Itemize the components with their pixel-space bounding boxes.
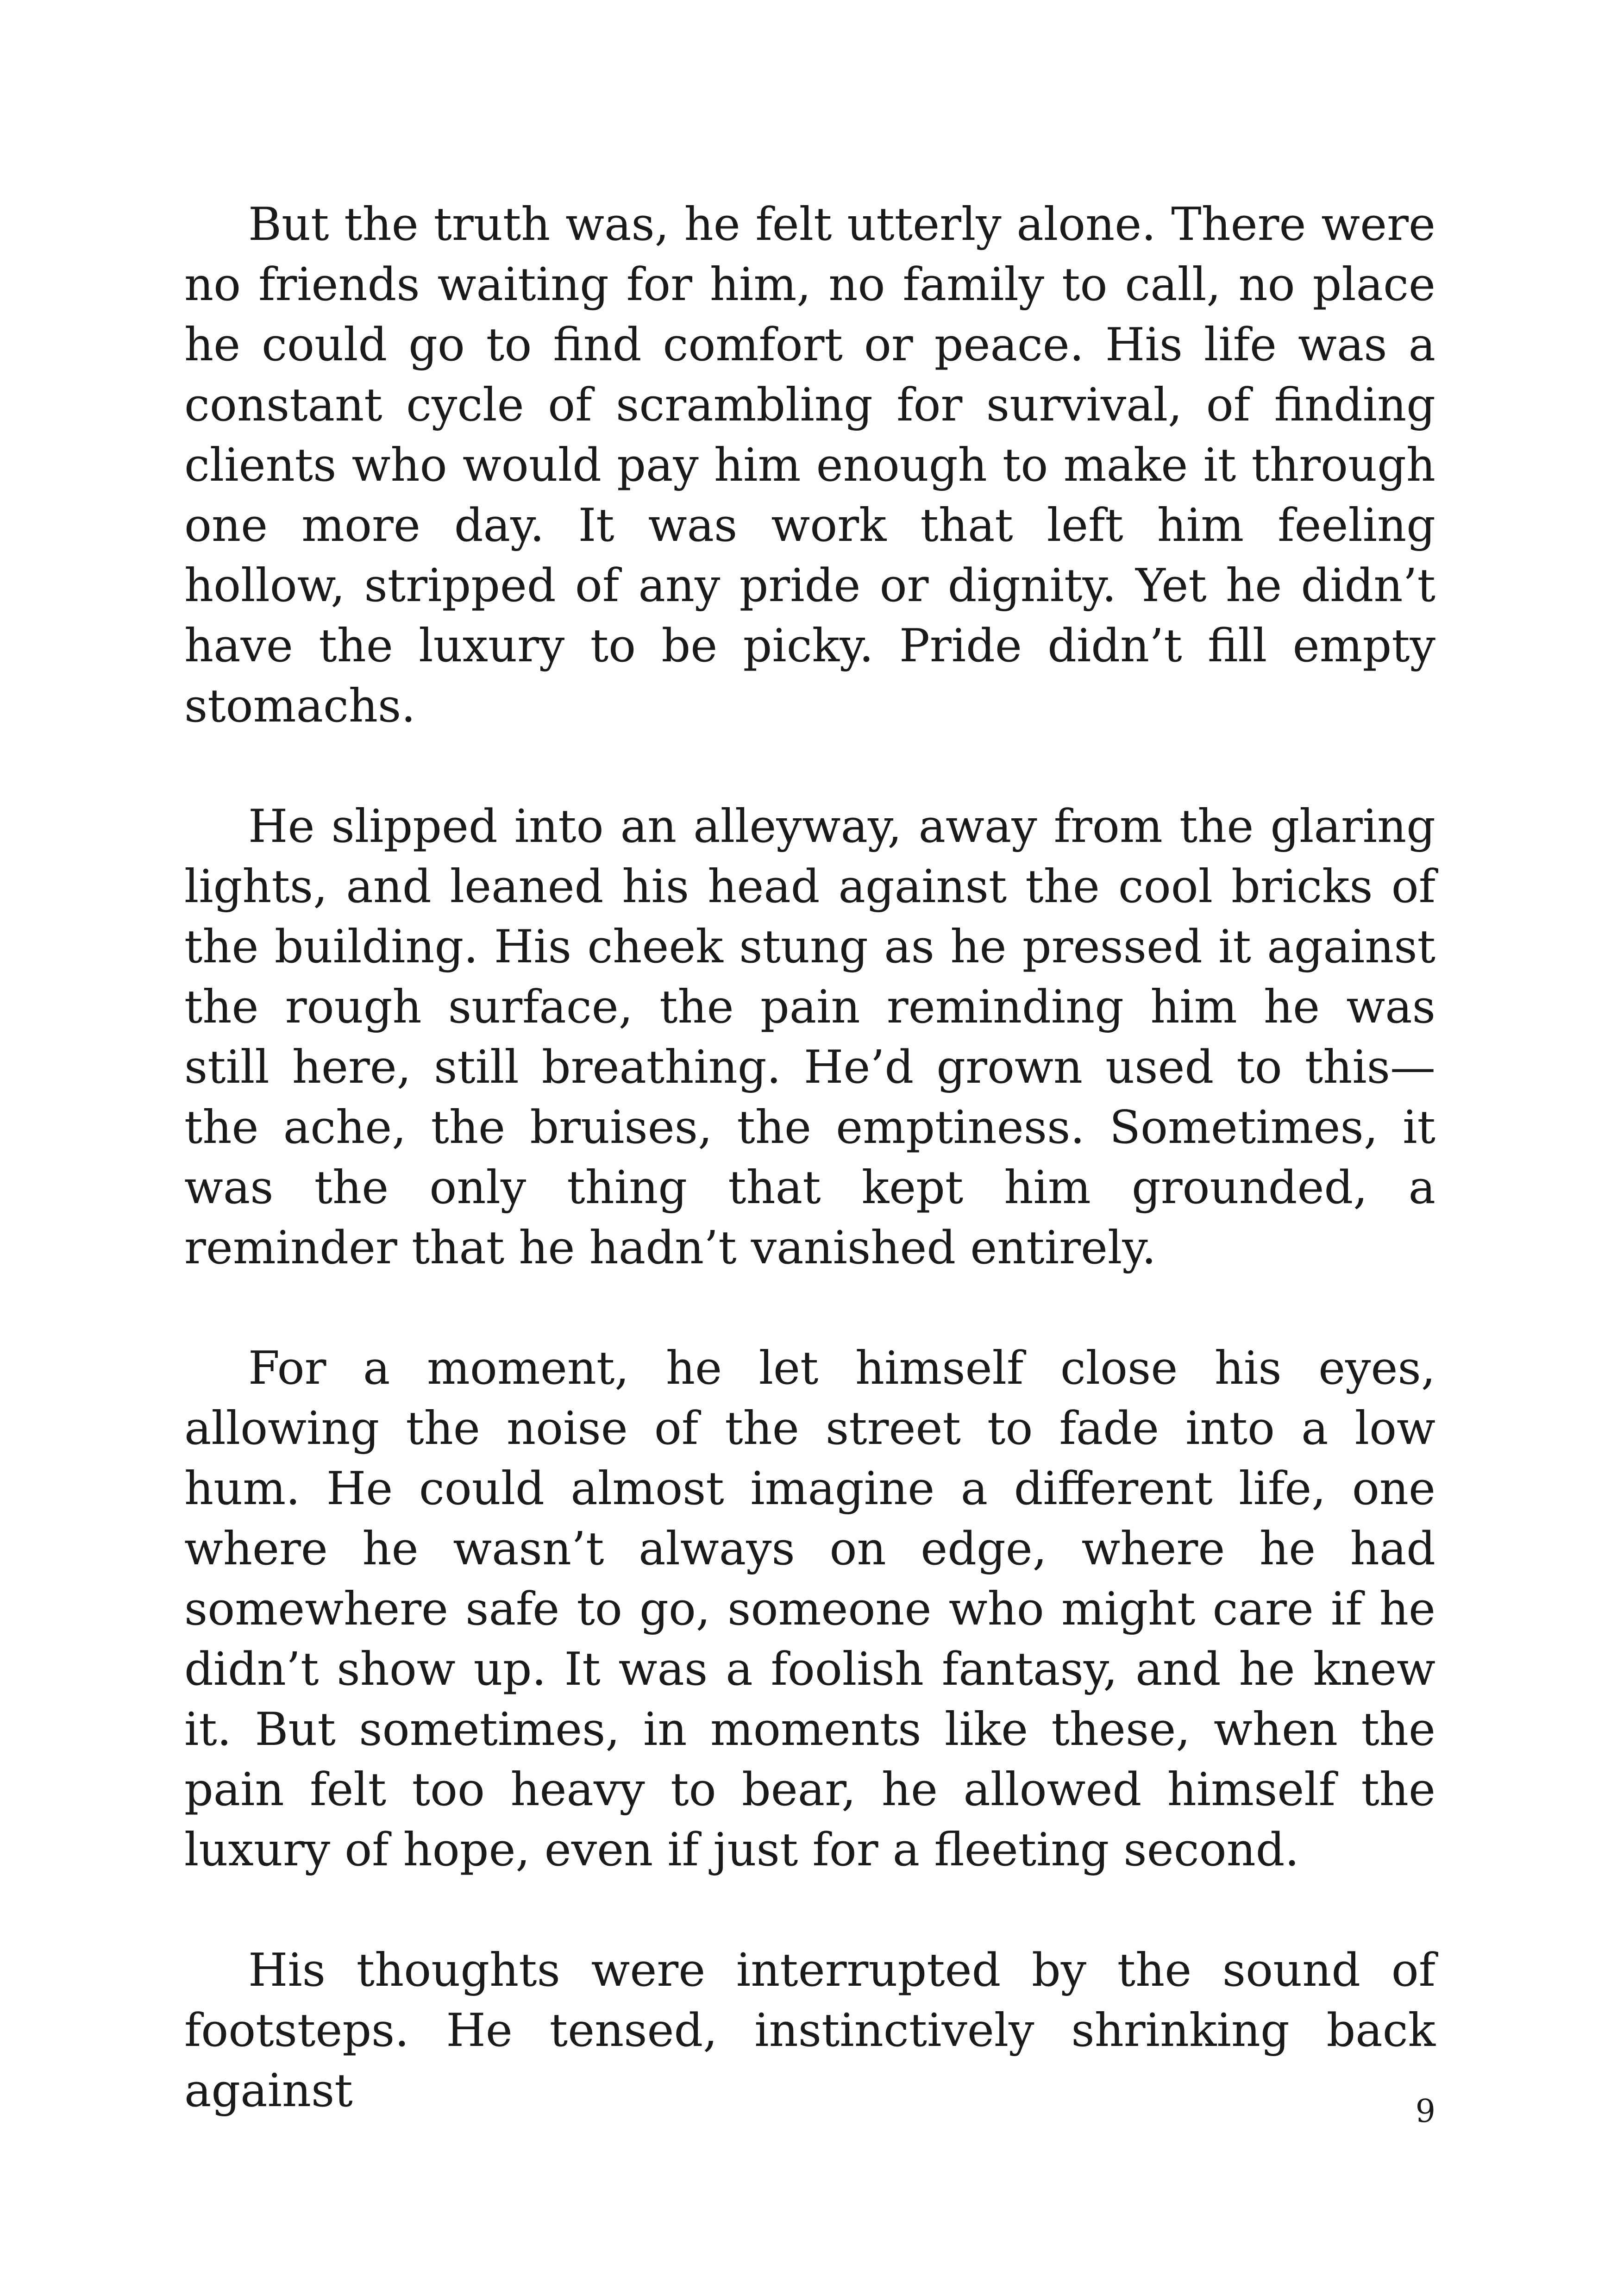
paragraph-2: He slipped into an alleyway, away from the glaring lights, and leaned his head against the cool bricks of the building. His cheek stung as he pressed it against the rough surface, the pain reminding him he was still here, still breathing. He’d grown used to this—the ache, the bruises, the emptiness. Sometimes, it was the only thing that kept him grounded, a reminder that he hadn’t vanished entirely. (184, 800, 1435, 1274)
page-number: 9 (1415, 2093, 1435, 2130)
paragraph-4: His thoughts were interrupted by the sound of footsteps. He tensed, instinctively shrinking back against (184, 1944, 1435, 2117)
body-text (184, 194, 1435, 2121)
paragraph-1: But the truth was, he felt utterly alone. There were no friends waiting for him, no family to call, no place he could go to find comfort or peace. His life was a constant cycle of scrambling for survival, of finding clients who would pay him enough to make it through one more day. It was work that left him feeling hollow, stripped of any pride or dignity. Yet he didn’t have the luxury to be picky. Pride didn’t fill empty stomachs. (184, 198, 1435, 733)
paragraph-3: For a moment, he let himself close his eyes, allowing the noise of the street to fade into a low hum. He could almost imagine a different life, one where he wasn’t always on edge, where he had somewhere safe to go, someone who might care if he didn’t show up. It was a foolish fantasy, and he knew it. But sometimes, in moments like these, when the pain felt too heavy to bear, he allowed himself the luxury of hope, even if just for a fleeting second. (184, 1342, 1435, 1876)
